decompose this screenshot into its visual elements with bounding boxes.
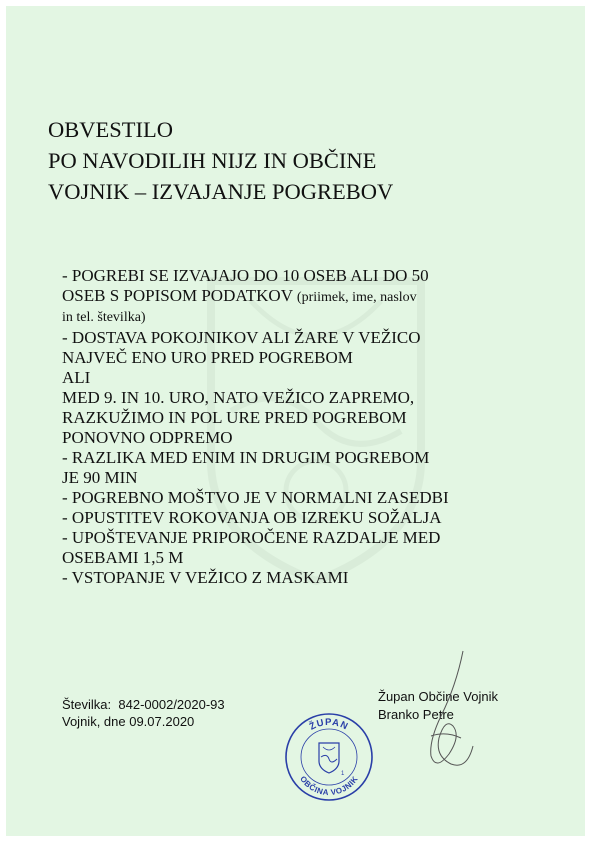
reference-number-value: 842-0002/2020-93 — [118, 697, 225, 712]
body-line: - RAZLIKA MED ENIM IN DRUGIM POGREBOM — [62, 448, 430, 467]
stamp-shield-icon — [319, 743, 339, 773]
body-line: - POGREBNO MOŠTVO JE V NORMALNI ZASEDBI — [62, 488, 449, 507]
document-page — [6, 6, 585, 836]
body-line-detail: (priimek, ime, naslov — [296, 290, 417, 305]
body-line: JE 90 MIN — [62, 468, 138, 487]
body-line: NAJVEČ ENO URO PRED POGREBOM — [62, 348, 353, 367]
body-line — [62, 286, 542, 308]
reference-number — [62, 696, 225, 713]
body-line: ALI — [62, 368, 91, 387]
notice-body — [62, 266, 542, 588]
stamp-bottom-text: OBČINA VOJNIK — [298, 774, 360, 798]
stamp-number: 1 — [341, 771, 345, 777]
body-line: - VSTOPANJE V VEŽICO Z MASKAMI — [62, 568, 349, 587]
body-line: - DOSTAVA POKOJNIKOV ALI ŽARE V VEŽICO — [62, 328, 421, 347]
body-line: OSEBAMI 1,5 M — [62, 548, 184, 567]
title-line-2: PO NAVODILIH NIJZ IN OBČINE — [48, 148, 377, 173]
notice-title — [48, 114, 548, 207]
svg-text:ŽUPAN — [307, 717, 350, 733]
body-line: PONOVNO ODPREMO — [62, 428, 233, 447]
official-stamp — [283, 711, 375, 803]
signer-name: Branko Petre — [378, 707, 454, 722]
title-line-1: OBVESTILO — [48, 117, 173, 142]
body-line: in tel. številka) — [62, 310, 146, 325]
signer-title: Župan Občine Vojnik — [378, 689, 498, 704]
body-line: - OPUSTITEV ROKOVANJA OB IZREKU SOŽALJA — [62, 508, 442, 527]
title-line-3: VOJNIK – IZVAJANJE POGREBOV — [48, 179, 394, 204]
body-line: RAZKUŽIMO IN POL URE PRED POGREBOM — [62, 408, 407, 427]
body-line: - POGREBI SE IZVAJAJO DO 10 OSEB ALI DO 50 — [62, 266, 429, 285]
stamp-top-text: ŽUPAN — [307, 716, 351, 733]
reference-number-label: Številka: — [62, 697, 112, 712]
handwritten-signature — [401, 646, 501, 796]
body-line: - UPOŠTEVANJE PRIPOROČENE RAZDALJE MED — [62, 528, 441, 547]
body-line-upper: OSEB S POPISOM PODATKOV — [62, 286, 293, 305]
document-reference — [62, 696, 225, 730]
body-line: MED 9. IN 10. URO, NATO VEŽICO ZAPREMO, — [62, 388, 415, 407]
place-and-date: Vojnik, dne 09.07.2020 — [62, 714, 195, 729]
